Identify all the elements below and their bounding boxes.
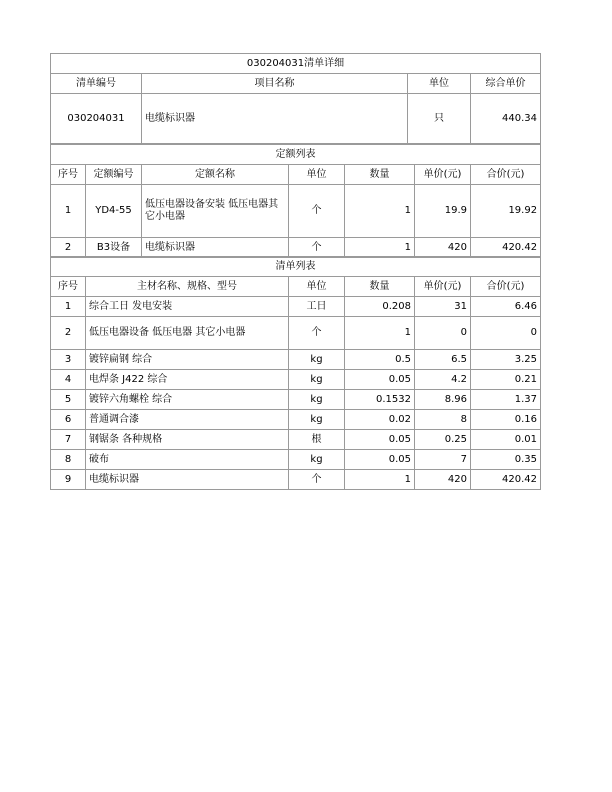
- row-unit: kg: [289, 370, 345, 390]
- row-qty: 0.05: [345, 450, 415, 470]
- row-unit-price: 4.2: [415, 370, 471, 390]
- quota-header-code: 定额编号: [86, 165, 142, 185]
- row-name: 破布: [86, 450, 289, 470]
- row-qty: 1: [345, 470, 415, 490]
- quota-header-total: 合价(元): [471, 165, 541, 185]
- row-name: 电焊条 J422 综合: [86, 370, 289, 390]
- row-qty: 0.05: [345, 370, 415, 390]
- bill-code: 030204031: [51, 94, 142, 144]
- row-total: 6.46: [471, 297, 541, 317]
- materials-header-unit-price: 单价(元): [415, 277, 471, 297]
- row-unit-price: 8.96: [415, 390, 471, 410]
- bill-title: 030204031清单详细: [51, 54, 541, 74]
- row-unit: 个: [289, 317, 345, 350]
- row-no: 2: [51, 238, 86, 258]
- row-name: 钢锯条 各种规格: [86, 430, 289, 450]
- row-no: 8: [51, 450, 86, 470]
- table-row: [51, 185, 541, 238]
- row-unit-price: 19.9: [415, 185, 471, 238]
- row-no: 2: [51, 317, 86, 350]
- quota-header-no: 序号: [51, 165, 86, 185]
- row-unit-price: 6.5: [415, 350, 471, 370]
- header-composite-price: 综合单价: [471, 74, 541, 94]
- row-no: 1: [51, 297, 86, 317]
- row-unit: kg: [289, 390, 345, 410]
- row-total: 420.42: [471, 470, 541, 490]
- row-unit: kg: [289, 450, 345, 470]
- row-unit-price: 31: [415, 297, 471, 317]
- quota-header-qty: 数量: [345, 165, 415, 185]
- row-no: 7: [51, 430, 86, 450]
- row-total: 0.21: [471, 370, 541, 390]
- materials-table: [50, 256, 541, 490]
- table-row: [51, 450, 541, 470]
- row-qty: 1: [345, 185, 415, 238]
- row-unit-price: 420: [415, 470, 471, 490]
- row-total: 0.16: [471, 410, 541, 430]
- row-name: 电缆标识器: [142, 238, 289, 258]
- row-total: 1.37: [471, 390, 541, 410]
- table-row: [51, 390, 541, 410]
- quota-header-unit-price: 单价(元): [415, 165, 471, 185]
- row-unit-price: 420: [415, 238, 471, 258]
- table-row: [51, 430, 541, 450]
- row-name: 综合工日 发电安装: [86, 297, 289, 317]
- row-no: 6: [51, 410, 86, 430]
- header-bill-code: 清单编号: [51, 74, 142, 94]
- row-qty: 0.05: [345, 430, 415, 450]
- quota-table: [50, 144, 541, 258]
- table-row: [51, 297, 541, 317]
- materials-header-unit: 单位: [289, 277, 345, 297]
- row-qty: 0.02: [345, 410, 415, 430]
- table-row: [51, 370, 541, 390]
- row-code: YD4-55: [86, 185, 142, 238]
- table-row: [51, 470, 541, 490]
- row-unit: 个: [289, 185, 345, 238]
- table-row: [51, 410, 541, 430]
- bill-detail-table: [50, 53, 541, 144]
- row-name: 镀锌六角螺栓 综合: [86, 390, 289, 410]
- row-unit: 个: [289, 238, 345, 258]
- row-name: 镀锌扁钢 综合: [86, 350, 289, 370]
- row-total: 420.42: [471, 238, 541, 258]
- materials-header-qty: 数量: [345, 277, 415, 297]
- row-total: 0: [471, 317, 541, 350]
- row-name: 低压电器设备 低压电器 其它小电器: [86, 317, 289, 350]
- row-name: 电缆标识器: [86, 470, 289, 490]
- row-unit: kg: [289, 410, 345, 430]
- materials-header-total: 合价(元): [471, 277, 541, 297]
- row-unit: 个: [289, 470, 345, 490]
- quota-title: 定额列表: [51, 145, 541, 165]
- row-total: 0.35: [471, 450, 541, 470]
- row-total: 19.92: [471, 185, 541, 238]
- table-row: [51, 238, 541, 258]
- row-unit-price: 0.25: [415, 430, 471, 450]
- row-no: 5: [51, 390, 86, 410]
- row-qty: 0.5: [345, 350, 415, 370]
- row-no: 4: [51, 370, 86, 390]
- header-unit: 单位: [408, 74, 471, 94]
- row-no: 3: [51, 350, 86, 370]
- row-qty: 0.1532: [345, 390, 415, 410]
- row-unit: 工日: [289, 297, 345, 317]
- row-qty: 1: [345, 238, 415, 258]
- bill-item-name: 电缆标识器: [142, 94, 408, 144]
- row-no: 1: [51, 185, 86, 238]
- row-qty: 1: [345, 317, 415, 350]
- bill-composite-price: 440.34: [471, 94, 541, 144]
- quota-header-name: 定额名称: [142, 165, 289, 185]
- row-qty: 0.208: [345, 297, 415, 317]
- row-no: 9: [51, 470, 86, 490]
- row-total: 3.25: [471, 350, 541, 370]
- row-code: B3设备: [86, 238, 142, 258]
- row-unit: kg: [289, 350, 345, 370]
- row-name: 低压电器设备安装 低压电器其它小电器: [142, 185, 289, 238]
- row-unit-price: 8: [415, 410, 471, 430]
- materials-header-no: 序号: [51, 277, 86, 297]
- materials-title: 清单列表: [51, 257, 541, 277]
- table-row: [51, 317, 541, 350]
- quota-header-unit: 单位: [289, 165, 345, 185]
- bill-unit: 只: [408, 94, 471, 144]
- row-unit-price: 7: [415, 450, 471, 470]
- row-unit: 根: [289, 430, 345, 450]
- row-name: 普通调合漆: [86, 410, 289, 430]
- row-total: 0.01: [471, 430, 541, 450]
- table-row: [51, 350, 541, 370]
- materials-header-name: 主材名称、规格、型号: [86, 277, 289, 297]
- row-unit-price: 0: [415, 317, 471, 350]
- header-item-name: 项目名称: [142, 74, 408, 94]
